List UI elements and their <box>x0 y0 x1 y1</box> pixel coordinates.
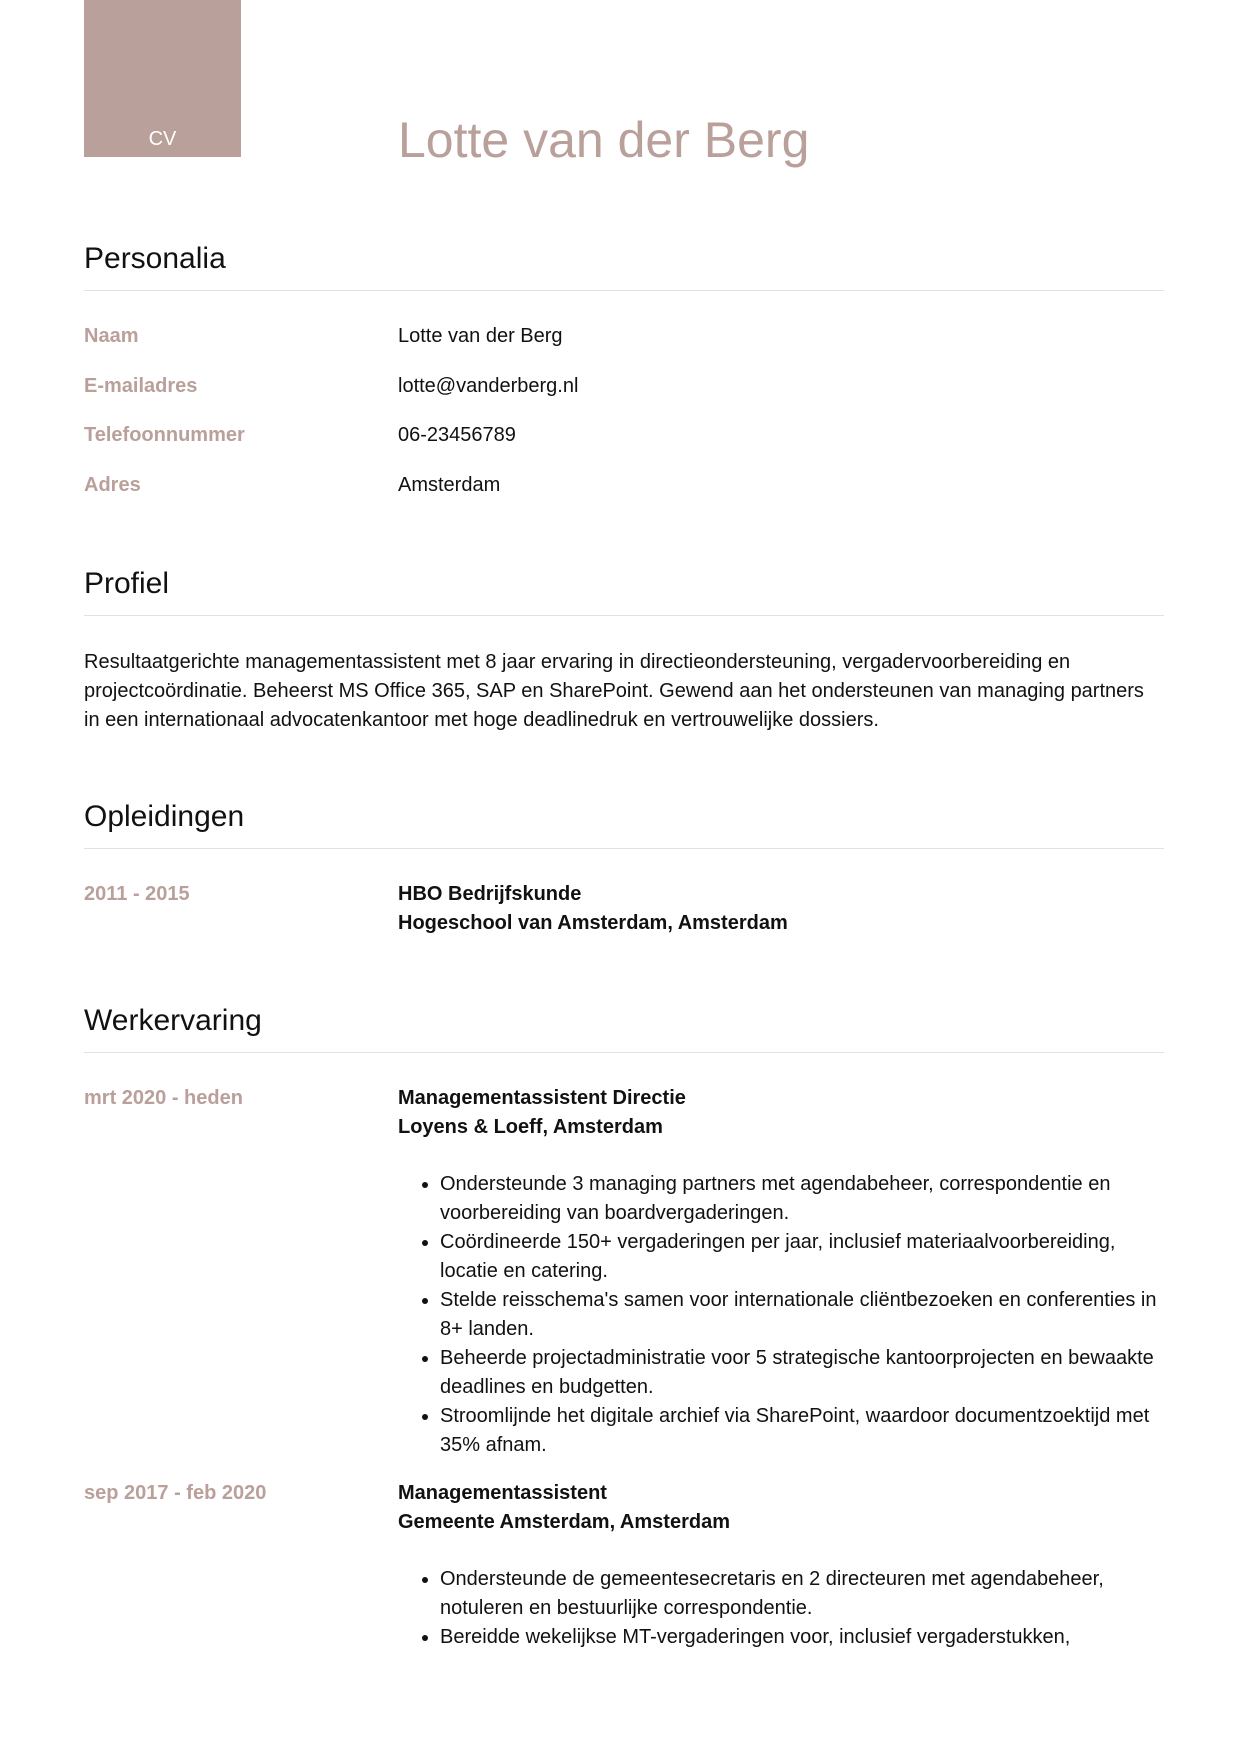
cv-badge <box>84 0 241 157</box>
job-company: Gemeente Amsterdam, Amsterdam <box>398 1511 730 1533</box>
section-title-werkervaring: Werkervaring <box>84 1004 262 1037</box>
job-bullet: • Beheerde projectadministratie voor 5 strategische kantoorprojecten en bewaakte deadlines en budgetten. <box>440 1344 1158 1402</box>
section-title-profiel: Profiel <box>84 567 170 600</box>
job-company: Loyens & Loeff, Amsterdam <box>398 1116 663 1138</box>
section-divider <box>84 1052 1164 1053</box>
job-role: Managementassistent <box>398 1482 607 1504</box>
personalia-label-telefoon: Telefoonnummer <box>84 424 245 446</box>
job-bullet: • Bereidde wekelijkse MT-vergaderingen voor, inclusief vergaderstukken, <box>440 1623 1158 1652</box>
section-divider <box>84 848 1164 849</box>
job-bullet-list <box>398 1565 1158 1652</box>
personalia-value-adres: Amsterdam <box>398 474 501 496</box>
section-divider <box>84 615 1164 616</box>
cv-badge-label: CV <box>148 128 177 150</box>
personalia-value-naam: Lotte van der Berg <box>398 325 563 347</box>
job-bullet: • Stroomlijnde het digitale archief via SharePoint, waardoor documentzoektijd met 35% afnam. <box>440 1402 1158 1460</box>
personalia-label-naam: Naam <box>84 325 139 347</box>
personalia-label-email: E-mailadres <box>84 375 198 397</box>
personalia-value-email: lotte@vanderberg.nl <box>398 375 579 397</box>
section-title-personalia: Personalia <box>84 242 226 275</box>
education-institution: Hogeschool van Amsterdam, Amsterdam <box>398 912 788 934</box>
job-bullet-list <box>398 1170 1158 1460</box>
job-bullet: • Stelde reisschema's samen voor internationale cliëntbezoeken en conferenties in 8+ landen. <box>440 1286 1158 1344</box>
education-period: 2011 - 2015 <box>84 883 190 905</box>
personalia-label-adres: Adres <box>84 474 141 496</box>
section-title-opleidingen: Opleidingen <box>84 800 245 833</box>
job-period: mrt 2020 - heden <box>84 1087 243 1109</box>
education-degree: HBO Bedrijfskunde <box>398 883 582 905</box>
profiel-text: Resultaatgerichte managementassistent met 8 jaar ervaring in directieondersteuning, vergadervoorbereiding en projectcoördinatie. Beheerst MS Office 365, SAP en SharePoint. Gewend aan het ondersteunen van managing partners in een internationaal advocatenkantoor met hoge deadlinedruk en vertrouwelijke dossiers. <box>84 651 1144 731</box>
job-bullet: • Ondersteunde 3 managing partners met agendabeheer, correspondentie en voorbereiding van boardvergaderingen. <box>440 1170 1158 1228</box>
section-divider <box>84 290 1164 291</box>
personalia-value-telefoon: 06-23456789 <box>398 424 516 446</box>
page-title: Lotte van der Berg <box>398 112 810 168</box>
job-bullet: • Ondersteunde de gemeentesecretaris en 2 directeuren met agendabeheer, notuleren en bestuurlijke correspondentie. <box>440 1565 1158 1623</box>
job-period: sep 2017 - feb 2020 <box>84 1482 267 1504</box>
job-bullet: • Coördineerde 150+ vergaderingen per jaar, inclusief materiaalvoorbereiding, locatie en catering. <box>440 1228 1158 1286</box>
job-role: Managementassistent Directie <box>398 1087 686 1109</box>
